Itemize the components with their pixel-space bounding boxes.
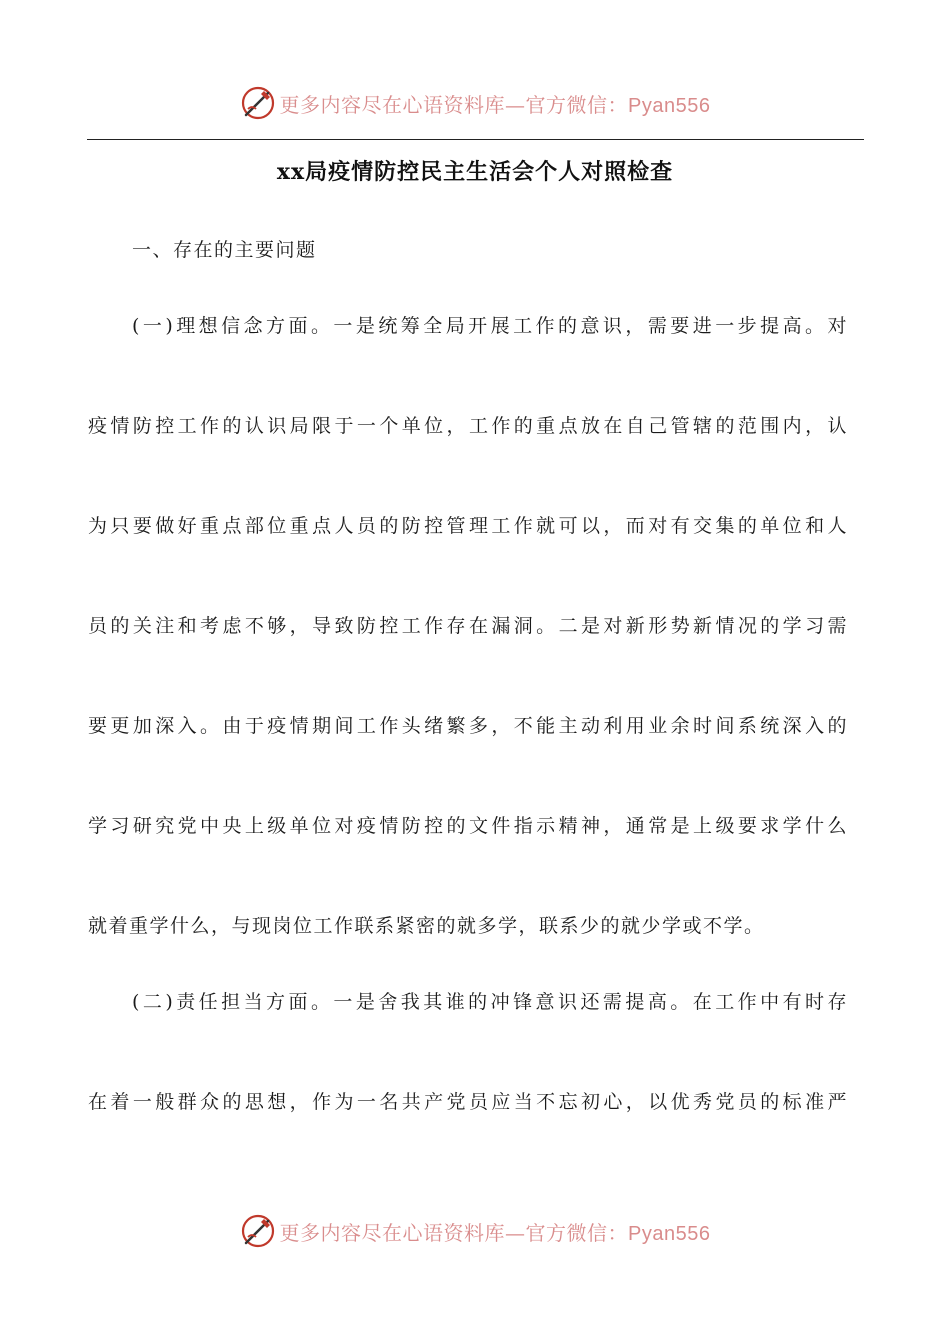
paragraph-line: 为只要做好重点部位重点人员的防控管理工作就可以，而对有交集的单位和人 [88,515,848,537]
paragraph-line: (二)责任担当方面。一是舍我其谁的冲锋意识还需提高。在工作中有时存 [132,991,848,1013]
watermark-text: 更多内容尽在心语资料库—官方微信：Pyan556 [279,92,711,117]
watermark-wechat-id: Pyan556 [628,1222,711,1245]
footer-watermark [0,1211,950,1251]
pen-logo-icon [240,1213,276,1249]
header-divider [87,139,864,140]
paragraph-line: 员的关注和考虑不够，导致防控工作存在漏洞。二是对新形势新情况的学习需 [88,615,848,637]
paragraph-line: (一)理想信念方面。一是统筹全局开展工作的意识，需要进一步提高。对 [132,315,848,337]
paragraph-line: 疫情防控工作的认识局限于一个单位，工作的重点放在自己管辖的范围内，认 [88,415,848,437]
paragraph-line: 就着重学什么，与现岗位工作联系紧密的就多学，联系少的就少学或不学。 [88,915,765,937]
document-title: xx局疫情防控民主生活会个人对照检查 [276,159,674,185]
document-body [88,226,848,1178]
paragraph-line: 要更加深入。由于疫情期间工作头绪繁多，不能主动利用业余时间系统深入的 [88,715,848,737]
section-heading: 一、存在的主要问题 [132,239,317,261]
paragraph-line: 在着一般群众的思想，作为一名共产党员应当不忘初心，以优秀党员的标准严 [88,1091,848,1113]
header-watermark [0,83,950,123]
paragraph-line: 学习研究党中央上级单位对疫情防控的文件指示精神，通常是上级要求学什么 [88,815,848,837]
watermark-text: 更多内容尽在心语资料库—官方微信：Pyan556 [279,1220,711,1245]
watermark-wechat-id: Pyan556 [628,94,711,117]
pen-logo-icon [240,85,276,121]
